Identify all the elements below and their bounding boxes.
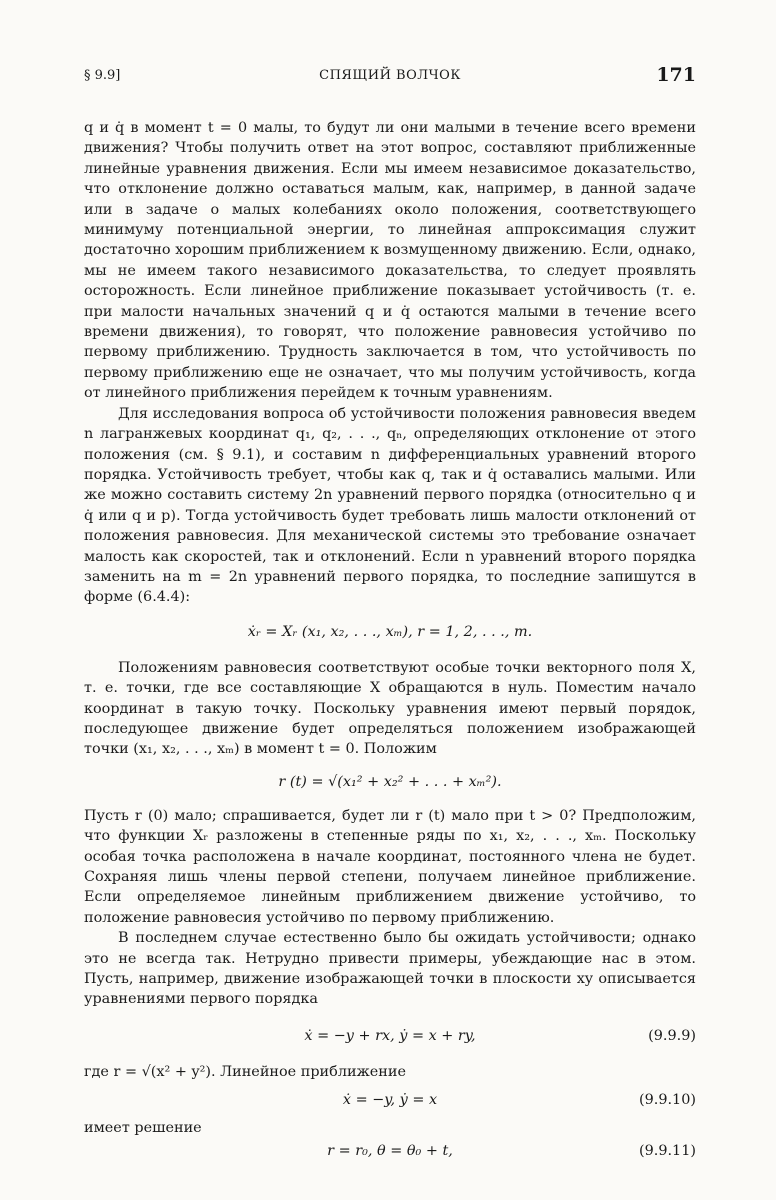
equation-9-9-11 <box>84 1141 696 1163</box>
page-number: 171 <box>656 64 696 86</box>
equation-r-definition <box>84 772 696 794</box>
equation-text: ẋᵣ = Xᵣ (x₁, x₂, . . ., xₘ), r = 1, 2, . . ., m. <box>247 623 533 640</box>
paragraph-3: Положениям равновесия соответствуют особые точки векторного поля X, т. е. точки, где все составляющие X обращаются в нуль. Поместим начало координат в такую точку. Поскольку уравнения имеют первый порядок, последующее движение будет определяться положением изображающей точки (x₁, x₂, . . ., xₘ) в момент t = 0. Положим <box>84 659 696 758</box>
equation-number: (9.9.10) <box>638 1092 696 1109</box>
equation-text: r (t) = √(x₁² + x₂² + . . . + xₘ²). <box>278 773 502 790</box>
equation-text: ẋ = −y + rx, ẏ = x + ry, <box>304 1027 476 1044</box>
page-header <box>84 64 696 90</box>
equation-system <box>84 622 696 644</box>
paragraph-6: где r = √(x² + y²). Линейное приближение <box>84 1063 407 1080</box>
page-body <box>84 118 696 1163</box>
paragraph-1: q и q̇ в момент t = 0 малы, то будут ли они малыми в течение всего времени движения? Чтобы получить ответ на этот вопрос, составляют приближенные линейные уравнения движения. Если мы имеем независимое доказательство, что отклонение должно оставаться малым, как, например, в данной задаче или в задаче о малых колебаниях около положения, соответствующего минимуму потенциальной энергии, то линейная аппроксимация служит достаточно хорошим приближением к возмущенному движению. Если, однако, мы не имеем такого независимого доказательства, то следует проявлять осторожность. Если линейное приближение показывает устойчивость (т. е. при малости начальных значений q и q̇ остаются малыми в течение всего времени движения), то говорят, что положение равновесия устойчиво по первому приближению. Трудность заключается в том, что устойчивость по первому приближению еще не означает, что мы получим устойчивость, когда от линейного приближения перейдем к точным уравнениям. <box>84 120 696 402</box>
equation-text: r = r₀, θ = θ₀ + t, <box>327 1142 453 1159</box>
equation-number: (9.9.9) <box>648 1027 696 1044</box>
paragraph-5: В последнем случае естественно было бы ожидать устойчивости; однако это не всегда так. Нетрудно привести примеры, убеждающие нас в этом. Пусть, например, движение изображающей точки в плоскости xy описывается уравнениями первого порядка <box>84 930 696 1008</box>
equation-9-9-10 <box>84 1090 696 1112</box>
section-ref: § 9.9] <box>84 68 121 83</box>
equation-text: ẋ = −y, ẏ = x <box>342 1092 438 1109</box>
paragraph-2: Для исследования вопроса об устойчивости положения равновесия введем n лагранжевых координат q₁, q₂, . . ., qₙ, определяющих отклонение от этого положения (см. § 9.1), и составим n дифференциальных уравнений второго порядка. Устойчивость требует, чтобы как q, так и q̇ оставались малыми. Или же можно составить систему 2n уравнений первого порядка (относительно q и q̇ или q и p). Тогда устойчивость будет требовать лишь малости отклонений от положения равновесия. Для механической системы это требование означает малость как скоростей, так и отклонений. Если n уравнений второго порядка заменить на m = 2n уравнений первого порядка, то последние запишутся в форме (6.4.4): <box>84 405 696 606</box>
running-title: СПЯЩИЙ ВОЛЧОК <box>319 68 461 83</box>
equation-number: (9.9.11) <box>638 1142 696 1159</box>
equation-9-9-9 <box>84 1026 696 1048</box>
paragraph-4: Пусть r (0) мало; спрашивается, будет ли r (t) мало при t > 0? Предположим, что функции Xᵣ разложены в степенные ряды по x₁, x₂, . . ., xₘ. Поскольку особая точка расположена в начале координат, постоянного члена не будет. Сохраняя лишь члены первой степени, получаем линейное приближение. Если определяемое линейным приближением движение устойчиво, то положение равновесия устойчиво по первому приближению. <box>84 807 696 926</box>
paragraph-7: имеет решение <box>84 1120 202 1137</box>
